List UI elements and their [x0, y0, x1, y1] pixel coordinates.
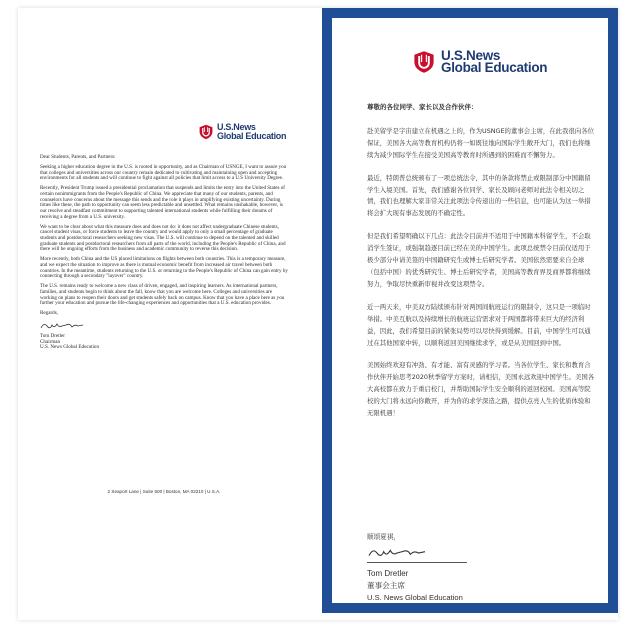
english-regards: Regards,: [40, 310, 58, 317]
brand-line-2: Global Education: [441, 60, 548, 75]
english-footer-address: 2 Seaport Lane | Suite 500 | Boston, MA 02210 | U.S.A.: [107, 489, 221, 494]
english-paragraph: Seeking a higher education degree in the U.S. is rooted in opportunity, and as Chairman of USNGE, I want to assure you that colleges and universities across our country remain dedicated to cultivating and maintaining open and accepting environments for all students and will continue to fight against all policies that limit access to a U.S University Degree.: [40, 163, 287, 182]
chinese-signer-title: 董事会主席: [367, 580, 405, 590]
english-paragraph: Recently, President Trump issued a presidential proclamation that suspends and limits the entry into the United States of certain nonimmigrants from the People's Republic of China. We appreciate that many of our students, parents, and counselors have concerns about the message this sends and the role it plays in amplifying existing uncertainty. During times like these, the path to opportunity can seem less predictable and unsettled. What remains unshakable, however, is our resolve and steadfast commitment to supporting talented international students while fulfilling their dreams of receiving a degree from a U.S. university.: [40, 185, 285, 220]
chinese-brand-wordmark: [441, 50, 547, 74]
chinese-letter-frame: [322, 8, 618, 613]
chinese-letter: [332, 18, 608, 603]
signature: [40, 320, 84, 332]
english-paragraph: The U.S. remains ready to welcome a new class of driven, engaged, and inspiring learners. As international partners, families, and students begin to think about the fall, know that you are welcome here. Colleges and universities are working on plans to reopen their doors and get students safely back on campus. Know that you have a place here as you further your education and pursue the life-changing experiences and opportunities that a U.S. education provides.: [40, 283, 285, 307]
english-signer-title: Chairman: [40, 338, 61, 345]
brand-line-1: U.S.News: [441, 48, 501, 63]
usn-shield-icon: [412, 50, 436, 74]
chinese-paragraph: 美国始终欢迎有冲劲、有才能、富有灵感的学习者。当各位学生、家长和教育合作伙伴开始思考2020秋季留学方案时，请相信，美国永远欢迎中国学生。美国各大高校都在致力于重启校门，并帮助国际学生安全顺利的返回校园。美国高等院校的大门将永远向你敞开，并为你的求学深造之路，提供点亮人生的优质体验和无限机遇！: [367, 361, 595, 418]
english-letter: [26, 115, 302, 505]
chinese-closing-salutation: 顺颂夏祺，: [367, 533, 400, 541]
usn-shield-icon: [198, 124, 214, 140]
chinese-signer-org: U.S. News Global Education: [367, 592, 463, 602]
english-letter-body: [40, 155, 290, 351]
english-signer-org: U.S. News Global Education: [40, 344, 99, 351]
brand-line-1: U.S.News: [217, 122, 256, 132]
chinese-paragraph: 赴美留学是宇宙建立在机遇之上的，作为USNGE的董事会主席，在此我很向各位保证，美国各大高等教育机构仍将一如既往地向国际学生敞开大门，我们也将继续为减少国际学生在接受美国高等教育时所遇到的困难而不懈努力。: [367, 126, 595, 159]
english-brand-wordmark: [217, 123, 286, 140]
chinese-signer-name: Tom Dretler: [367, 568, 409, 578]
chinese-logo: [412, 50, 547, 74]
chinese-letter-body: [367, 102, 595, 431]
english-signer-name: Tom Dretler: [40, 333, 65, 339]
chinese-paragraph: 近一两天来，中美双方陆续颁布针对两国间航班运行的限制令，这只是一项临时举措。中美互航以及持续增长的航班运营需求对于两国都将带来巨大的经济利益，因此，我们希望目前的紧张局势可以尽快得到缓解。目前，中国学生可以通过在其他国家中转，以顺利返回美国继续求学，或是从美国回到中国。: [367, 302, 591, 347]
signature-rule: [367, 562, 467, 563]
chinese-closing: [367, 531, 467, 602]
brand-line-2: Global Education: [217, 130, 287, 141]
signature: [367, 545, 427, 561]
chinese-paragraph: 最近，特朗普总统颁布了一项总统法令，其中的条款将禁止或限制部分中国籍留学生入境美国。首先，我们感谢各位同学、家长及顾问老师对此法令相关切之情，我们也理解大家非常关注此项法令传递出的一些信息，也可能认为这一举措将会扩大现有事态发展的不确定性。: [367, 173, 591, 218]
chinese-greeting: 尊敬的各位同学、家长以及合作伙伴：: [367, 103, 478, 111]
english-paragraph: Dear Students, Parents, and Partners:: [40, 154, 116, 160]
english-paragraph: We want to be clear about what this measure does and does not do: it does not affect undergraduate Chinese students, cancel student visas, or force students to leave the country and would apply to only a small percentage of graduate students and postdoctoral researchers seeking new visas. The U.S. will continue to depend on the talented and skilled graduate students and postdoctoral researchers from all parts of the world, including the People's Republic of China, and there will be ongoing efforts from the business and academic community to reverse this decision.: [40, 223, 286, 253]
english-closing: [40, 311, 290, 351]
english-logo: [198, 123, 286, 140]
chinese-paragraph: 但是我们希望明确以下几点：此法令目前并不适用于中国籍本科留学生，不会取消学生签证，或强制趋逐目前已经在美的中国学生。此项总统禁令目前仅适用于极少部分申请美签的中国籍研究生或博士后研究学者。美国依然需要来自全球（包括中国）的优秀研究生、博士后研究学者，美国高等教育界及商界都将继续努力，争取尽快重新审视并改变这项禁令。: [367, 232, 591, 288]
english-paragraph: More recently, both China and the US placed limitations on flights between both countries. This is a temporary measure, and we expect the situation to improve as there is mutual economic benefit from increased air travel between both countries. In the meantime, students returning to the U.S. or returning to the People's Republic of China can gain entry by connecting through a secondary "layover" country.: [40, 256, 288, 280]
